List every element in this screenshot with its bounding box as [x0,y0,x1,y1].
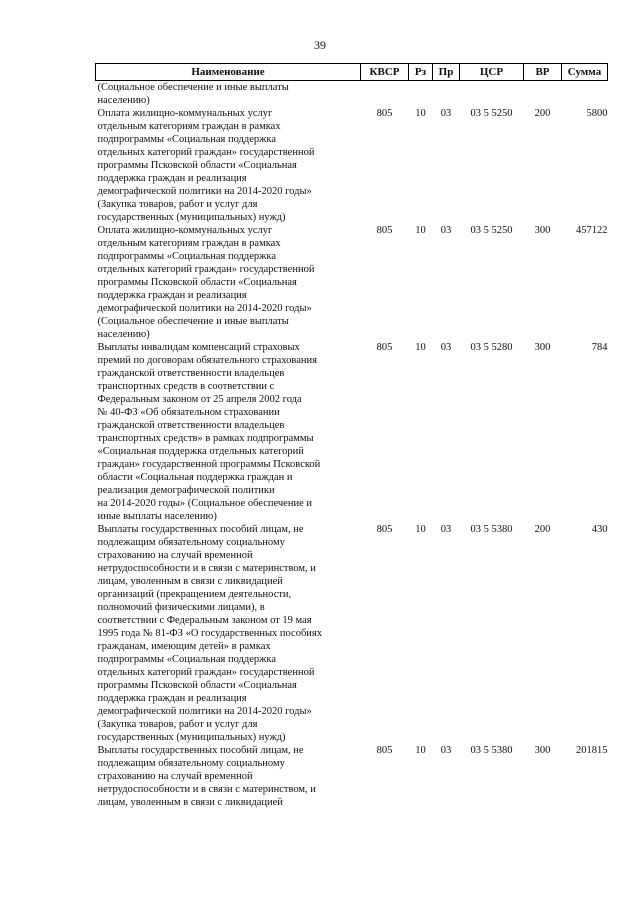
row-rz: 10 [415,342,426,353]
row-name-line: страхованию на случай временной [97,550,253,561]
header-name: Наименование [96,64,361,81]
row-vr: 200 [534,108,551,119]
row-name-line: граждан» государственной программы Псковской [97,459,321,470]
row-name-line: гражданской ответственности владельцев [97,368,285,379]
row-name-line: № 40-ФЗ «Об обязательном страховании [97,407,280,418]
row-pr [433,81,460,108]
row-pr: 03 [440,108,452,119]
row-kvsr [361,81,409,108]
row-name-line: поддержка граждан и реализация [97,173,247,184]
table-row [96,224,608,341]
row-sum: 784 [591,342,608,353]
row-name-line: транспортных средств в соответствии с [97,381,275,392]
row-sum: 430 [591,524,608,535]
row-name-line: подпрограммы «Социальная поддержка [97,654,276,665]
row-name-line: гражданской ответственности владельцев [97,420,285,431]
row-name-line: соответствии с Федеральным законом от 19 мая [97,615,312,626]
row-sum: 5800 [586,108,608,119]
table-header-row [96,64,608,81]
row-name-line: транспортных средств» в рамках подпрограммы [97,433,314,444]
row-name [96,107,361,224]
header-pr: Пр [433,64,460,81]
row-name-line: лицам, уволенным в связи с ликвидацией [97,797,283,808]
row-sum: 457122 [576,225,608,236]
row-name-line: Выплаты инвалидам компенсаций страховых [97,342,300,353]
table-row [96,107,608,224]
row-kvsr: 805 [376,745,393,756]
table-row [96,744,608,809]
row-name-line: отдельных категорий граждан» государственной [97,264,315,275]
row-name-line: гражданам, имеющим детей» в рамках [97,641,271,652]
row-name-line: отдельным категориям граждан в рамках [97,238,281,249]
row-name-line: отдельных категорий граждан» государственной [97,667,315,678]
row-vr [524,81,562,108]
row-name-line: программы Псковской области «Социальная [97,680,297,691]
row-csr: 03 5 5250 [470,108,513,119]
row-name-line: поддержка граждан и реализация [97,290,247,301]
row-name-line: программы Псковской области «Социальная [97,160,297,171]
row-rz [409,81,433,108]
row-sum [562,81,608,108]
budget-table [95,63,608,809]
row-name [96,341,361,523]
row-name [96,744,361,809]
table-row [96,341,608,523]
row-kvsr: 805 [376,108,393,119]
row-name-line: реализация демографической политики [97,485,275,496]
row-name-line: поддержка граждан и реализация [97,693,247,704]
row-vr: 300 [534,225,551,236]
row-pr: 03 [440,342,452,353]
row-csr: 03 5 5250 [470,225,513,236]
table-body [96,81,608,810]
header-vr: ВР [524,64,562,81]
row-name-line: организаций (прекращением деятельности, [97,589,292,600]
row-name-line: демографической политики на 2014-2020 годы» [97,303,312,314]
row-name [96,224,361,341]
row-name-line: (Закупка товаров, работ и услуг для [97,199,258,210]
row-name-line: демографической политики на 2014-2020 годы» [97,186,312,197]
row-name-line: демографической политики на 2014-2020 годы» [97,706,312,717]
row-name-line: населению) [97,329,150,340]
row-name-line: лицам, уволенным в связи с ликвидацией [97,576,283,587]
row-name-line: на 2014-2020 годы» (Социальное обеспечение и [97,498,312,509]
header-sum: Сумма [562,64,608,81]
row-name-line: нетрудоспособности и в связи с материнством, и [97,563,316,574]
row-csr: 03 5 5280 [470,342,513,353]
row-rz: 10 [415,524,426,535]
row-name-line: страхованию на случай временной [97,771,253,782]
table-row [96,81,608,108]
row-name-line: полномочий физическими лицами), в [97,602,265,613]
row-name-line: области «Социальная поддержка граждан и [97,472,293,483]
row-name-line: 1995 года № 81-ФЗ «О государственных пособиях [97,628,322,639]
header-kvsr: КВСР [361,64,409,81]
row-name-line: подлежащим обязательному социальному [97,758,285,769]
row-name-line: иные выплаты населению) [97,511,217,522]
row-name-line: премий по договорам обязательного страхования [97,355,317,366]
row-name [96,81,361,108]
row-name-line: государственных (муниципальных) нужд) [97,732,286,743]
row-kvsr: 805 [376,524,393,535]
row-name-line: отдельным категориям граждан в рамках [97,121,281,132]
row-name-line: нетрудоспособности и в связи с материнством, и [97,784,316,795]
row-csr [460,81,524,108]
row-name-line: отдельных категорий граждан» государственной [97,147,315,158]
row-name [96,523,361,744]
row-name-line: (Социальное обеспечение и иные выплаты [97,82,289,93]
row-csr: 03 5 5380 [470,745,513,756]
row-kvsr: 805 [376,225,393,236]
header-csr: ЦСР [460,64,524,81]
row-vr: 200 [534,524,551,535]
row-name-line: Выплаты государственных пособий лицам, не [97,524,304,535]
row-name-line: Оплата жилищно-коммунальных услуг [97,225,273,236]
table-row [96,523,608,744]
row-name-line: населению) [97,95,150,106]
row-rz: 10 [415,108,426,119]
row-name-line: Федеральным законом от 25 апреля 2002 года [97,394,302,405]
page-number: 39 [314,38,326,52]
row-pr: 03 [440,225,452,236]
header-rz: Рз [409,64,433,81]
row-name-line: государственных (муниципальных) нужд) [97,212,286,223]
row-pr: 03 [440,524,452,535]
row-name-line: подпрограммы «Социальная поддержка [97,251,276,262]
row-name-line: программы Псковской области «Социальная [97,277,297,288]
row-name-line: Оплата жилищно-коммунальных услуг [97,108,273,119]
row-vr: 300 [534,745,551,756]
row-rz: 10 [415,225,426,236]
row-name-line: (Закупка товаров, работ и услуг для [97,719,258,730]
row-rz: 10 [415,745,426,756]
row-pr: 03 [440,745,452,756]
row-name-line: Выплаты государственных пособий лицам, не [97,745,304,756]
row-name-line: подлежащим обязательному социальному [97,537,285,548]
row-name-line: (Социальное обеспечение и иные выплаты [97,316,289,327]
row-sum: 201815 [576,745,608,756]
row-name-line: подпрограммы «Социальная поддержка [97,134,276,145]
row-vr: 300 [534,342,551,353]
row-kvsr: 805 [376,342,393,353]
row-csr: 03 5 5380 [470,524,513,535]
row-name-line: «Социальная поддержка отдельных категорий [97,446,304,457]
